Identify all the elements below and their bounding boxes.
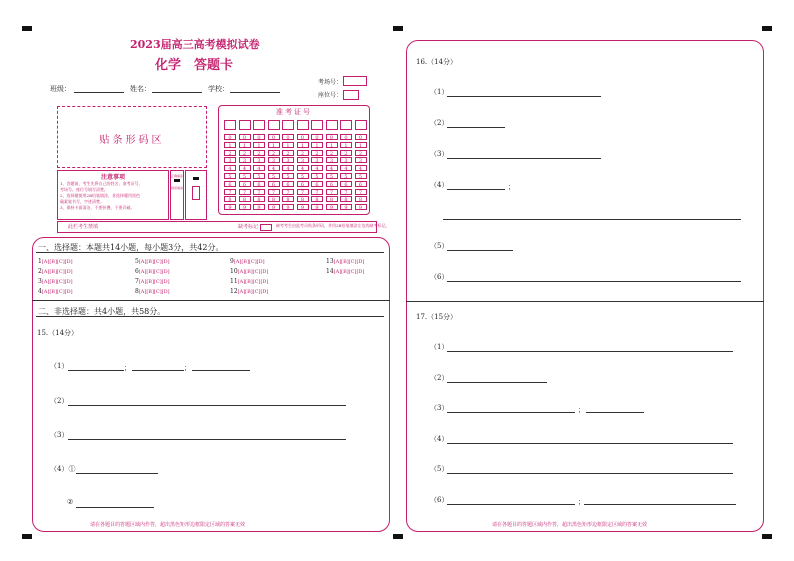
exam-number-bubble[interactable]: 4 bbox=[355, 165, 367, 171]
exam-number-bubble[interactable]: 4 bbox=[224, 165, 236, 171]
exam-number-bubble[interactable]: 0 bbox=[297, 134, 309, 140]
mc-question-number: 8 bbox=[135, 288, 139, 295]
exam-number-bubble[interactable]: 3 bbox=[340, 157, 352, 163]
q16-part2-label: （2） bbox=[430, 119, 449, 127]
q15-part4-answer-2[interactable] bbox=[76, 507, 154, 508]
notice-line: 考场号、座位号填写清楚。 bbox=[60, 187, 108, 192]
q17-part1-answer[interactable] bbox=[447, 351, 733, 352]
exam-number-bubble[interactable]: 7 bbox=[239, 189, 251, 195]
mc-question-number: 6 bbox=[135, 268, 139, 275]
mc-options[interactable]: [A][B][C][D] bbox=[41, 259, 73, 265]
exam-number-bubble[interactable]: 7 bbox=[253, 189, 265, 195]
footer-note-left: 请在各题目的答题区域内作答，超出黑色矩形边框限定区域的答案无效 bbox=[90, 522, 246, 528]
exam-number-bubble[interactable]: 0 bbox=[253, 134, 265, 140]
q16-label: 16.（14分） bbox=[416, 58, 458, 66]
sample-filled-icon bbox=[174, 179, 180, 182]
exam-number-bubble[interactable]: 0 bbox=[224, 134, 236, 140]
corner-mark bbox=[22, 534, 32, 539]
exam-number-bubble[interactable]: 6 bbox=[311, 181, 323, 187]
mc-question-number: 9 bbox=[230, 258, 234, 265]
mc-question[interactable] bbox=[38, 288, 73, 295]
q15-part3-label: （3） bbox=[50, 431, 69, 439]
q16-part2-answer[interactable] bbox=[447, 127, 505, 128]
exam-number-bubble[interactable]: 2 bbox=[239, 150, 251, 156]
notice-box bbox=[57, 170, 169, 220]
q17-part3-label: （3） bbox=[430, 404, 449, 412]
exam-number-bubble[interactable]: 8 bbox=[268, 196, 280, 202]
absent-label: 此栏考生禁填 bbox=[68, 224, 99, 230]
exam-number-bubble[interactable]: 5 bbox=[340, 173, 352, 179]
exam-number-bubble[interactable]: 5 bbox=[355, 173, 367, 179]
exam-number-bubble[interactable]: 2 bbox=[224, 150, 236, 156]
exam-number-bubble[interactable]: 6 bbox=[282, 181, 294, 187]
empty-bubble-icon bbox=[192, 186, 200, 200]
q16-part4-answer-b[interactable] bbox=[443, 219, 741, 220]
q16-part4-label: （4） bbox=[430, 181, 449, 189]
q15-label: 15.（14分） bbox=[37, 329, 79, 337]
exam-number-bubble[interactable]: 5 bbox=[224, 173, 236, 179]
mc-question-number: 13 bbox=[326, 258, 334, 265]
barcode-area bbox=[57, 106, 207, 168]
exam-number-bubble[interactable]: 0 bbox=[239, 134, 251, 140]
exam-number-bubble[interactable]: 0 bbox=[282, 134, 294, 140]
exam-number-entry-box[interactable] bbox=[224, 120, 236, 130]
multiple-choice-area bbox=[38, 258, 388, 298]
mc-options[interactable]: [A][B][C][D] bbox=[233, 259, 265, 265]
seat-field[interactable] bbox=[343, 90, 359, 100]
exam-number-entry-box[interactable] bbox=[253, 120, 265, 130]
mc-options[interactable]: [A][B][C][D] bbox=[138, 259, 170, 265]
mc-options[interactable]: [A][B][C][D] bbox=[138, 279, 170, 285]
exam-number-bubble[interactable]: 3 bbox=[239, 157, 251, 163]
q16-part4-answer-a[interactable] bbox=[447, 189, 505, 190]
mc-question-number: 5 bbox=[135, 258, 139, 265]
mc-question-number: 12 bbox=[230, 288, 238, 295]
exam-number-bubble[interactable]: 8 bbox=[355, 196, 367, 202]
section1-title: 一、选择题：本题共14小题，每小题3分，共42分。 bbox=[38, 243, 224, 252]
right-answer-frame bbox=[406, 40, 764, 532]
exam-number-entry-box[interactable] bbox=[355, 120, 367, 130]
mc-question-number: 1 bbox=[38, 258, 42, 265]
exam-number-entry-box[interactable] bbox=[340, 120, 352, 130]
footer-note-right: 请在各题目的答题区域内作答，超出黑色矩形边框限定区域的答案无效 bbox=[492, 522, 648, 528]
exam-number-bubble[interactable]: 7 bbox=[268, 189, 280, 195]
notice-line: 碳素笔书写，字迹清楚。 bbox=[60, 199, 104, 204]
exam-number-bubble[interactable]: 4 bbox=[282, 165, 294, 171]
exam-number-bubble[interactable]: 5 bbox=[311, 173, 323, 179]
q15-part2-answer[interactable] bbox=[68, 405, 346, 406]
exam-number-bubble[interactable]: 1 bbox=[326, 142, 338, 148]
mc-question[interactable] bbox=[135, 288, 170, 295]
exam-number-bubble[interactable]: 1 bbox=[297, 142, 309, 148]
barcode-label: 贴条形码区 bbox=[99, 135, 165, 146]
mc-question[interactable] bbox=[230, 278, 268, 285]
q17-part4-label: （4） bbox=[430, 435, 449, 443]
exam-number-bubble[interactable]: 5 bbox=[239, 173, 251, 179]
exam-number-bubble[interactable]: 1 bbox=[268, 142, 280, 148]
q15-part4b-label: ② bbox=[67, 498, 74, 506]
absent-row bbox=[57, 221, 390, 233]
corner-mark bbox=[393, 26, 403, 31]
corner-mark bbox=[22, 26, 32, 31]
exam-number-bubble[interactable]: 6 bbox=[326, 181, 338, 187]
absent-mark-bubble[interactable] bbox=[260, 224, 272, 231]
q17-part1-label: （1） bbox=[430, 343, 449, 351]
mc-question[interactable] bbox=[135, 258, 170, 265]
q16-part6-label: （6） bbox=[430, 273, 449, 281]
exam-number-bubble[interactable]: 6 bbox=[297, 181, 309, 187]
notice-title: 注意事项 bbox=[100, 174, 125, 181]
exam-number-bubble[interactable]: 8 bbox=[311, 196, 323, 202]
exam-number-bubble[interactable]: 5 bbox=[253, 173, 265, 179]
right-section-divider bbox=[406, 301, 764, 302]
exam-number-bubble[interactable]: 7 bbox=[355, 189, 367, 195]
sample-label-wrong: 错误填涂 bbox=[171, 186, 184, 190]
room-label: 考场号： bbox=[318, 79, 343, 86]
section2-title: 二、非选择题：共4小题，共58分。 bbox=[38, 307, 166, 316]
exam-number-bubble[interactable]: 2 bbox=[355, 150, 367, 156]
mc-options[interactable]: [A][B][C][D] bbox=[333, 269, 365, 275]
q17-sep: ； bbox=[578, 406, 585, 414]
q16-part3-label: （3） bbox=[430, 150, 449, 158]
filled-bubble-icon bbox=[193, 177, 199, 180]
exam-number-bubble[interactable]: 0 bbox=[326, 134, 338, 140]
q16-sep: ； bbox=[508, 183, 515, 191]
exam-number-bubble[interactable]: 1 bbox=[311, 142, 323, 148]
school-label: 学校： bbox=[208, 85, 229, 93]
mc-question[interactable] bbox=[38, 278, 73, 285]
exam-number-bubble[interactable]: 9 bbox=[297, 204, 309, 210]
exam-number-bubble[interactable]: 8 bbox=[282, 196, 294, 202]
exam-number-bubble[interactable]: 8 bbox=[326, 196, 338, 202]
exam-number-bubble[interactable]: 6 bbox=[340, 181, 352, 187]
sample-box-2 bbox=[185, 170, 207, 220]
exam-number-bubble[interactable]: 0 bbox=[268, 134, 280, 140]
exam-number-bubble[interactable]: 4 bbox=[253, 165, 265, 171]
q15-part4-label: （4）① bbox=[50, 465, 76, 473]
q15-part1-answer-c[interactable] bbox=[192, 370, 250, 371]
exam-number-bubble[interactable]: 2 bbox=[253, 150, 265, 156]
section2-divider bbox=[36, 316, 384, 317]
exam-number-bubble[interactable]: 6 bbox=[253, 181, 265, 187]
q16-part5-answer[interactable] bbox=[447, 250, 513, 251]
q15-part1-label: （1） bbox=[50, 362, 69, 370]
q15-sep: ； bbox=[124, 364, 131, 372]
mc-question-number: 11 bbox=[230, 278, 238, 285]
exam-number-bubble[interactable]: 7 bbox=[326, 189, 338, 195]
exam-number-label: 准考证号 bbox=[276, 108, 312, 116]
exam-number-bubble[interactable]: 3 bbox=[224, 157, 236, 163]
corner-mark bbox=[393, 534, 403, 539]
q15-part3-answer[interactable] bbox=[68, 439, 346, 440]
exam-number-bubble[interactable]: 6 bbox=[268, 181, 280, 187]
name-label: 姓名： bbox=[130, 85, 151, 93]
exam-number-bubble[interactable]: 1 bbox=[224, 142, 236, 148]
class-label: 班级： bbox=[50, 85, 71, 93]
exam-number-bubble[interactable]: 5 bbox=[297, 173, 309, 179]
notice-line: 3、保持卡面清洁，不要折叠，不要弄破。 bbox=[60, 205, 135, 210]
exam-number-bubble[interactable]: 4 bbox=[311, 165, 323, 171]
exam-number-entry-box[interactable] bbox=[311, 120, 323, 130]
exam-number-bubble[interactable]: 4 bbox=[268, 165, 280, 171]
mc-question-number: 7 bbox=[135, 278, 139, 285]
corner-mark bbox=[762, 534, 772, 539]
q16-part1-answer[interactable] bbox=[447, 96, 601, 97]
notice-line: 2、选择题使用2B铅笔填涂，非选择题用黑色 bbox=[60, 193, 141, 198]
absent-note: 缺考考生由监考员贴条形码，并用2B铅笔填涂左边的缺考标记。 bbox=[276, 223, 390, 228]
exam-number-bubble[interactable]: 3 bbox=[326, 157, 338, 163]
exam-number-bubble[interactable]: 3 bbox=[282, 157, 294, 163]
mc-options[interactable]: [A][B][C][D] bbox=[237, 289, 269, 295]
exam-number-bubble[interactable]: 2 bbox=[311, 150, 323, 156]
q17-part3-answer-a[interactable] bbox=[447, 412, 575, 413]
exam-number-bubble[interactable]: 3 bbox=[297, 157, 309, 163]
mc-options[interactable]: [A][B][C][D] bbox=[237, 269, 269, 275]
q15-part1-answer-b[interactable] bbox=[132, 370, 184, 371]
exam-number-bubble[interactable]: 5 bbox=[326, 173, 338, 179]
exam-number-bubble[interactable]: 6 bbox=[355, 181, 367, 187]
exam-number-bubble[interactable]: 0 bbox=[311, 134, 323, 140]
exam-number-bubble[interactable]: 7 bbox=[311, 189, 323, 195]
class-field[interactable] bbox=[74, 92, 124, 93]
exam-number-bubble[interactable]: 9 bbox=[253, 204, 265, 210]
mc-question[interactable] bbox=[38, 268, 73, 275]
mc-options[interactable]: [A][B][C][D] bbox=[333, 259, 365, 265]
sample-box bbox=[170, 170, 184, 220]
q17-part4-answer[interactable] bbox=[447, 443, 733, 444]
exam-number-bubble[interactable]: 9 bbox=[326, 204, 338, 210]
exam-title: 2023届高三高考模拟试卷 bbox=[130, 38, 260, 51]
school-field[interactable] bbox=[230, 92, 280, 93]
notice-line: 1、答题前，考生先将自己的姓名、准考证号、 bbox=[60, 181, 143, 186]
q16-part3-answer[interactable] bbox=[447, 158, 601, 159]
exam-number-bubble[interactable]: 4 bbox=[239, 165, 251, 171]
seat-label: 座位号： bbox=[318, 92, 343, 99]
q15-sep: ； bbox=[184, 364, 191, 372]
exam-number-bubble[interactable]: 7 bbox=[297, 189, 309, 195]
exam-number-entry-box[interactable] bbox=[297, 120, 309, 130]
mc-options[interactable]: [A][B][C][D] bbox=[138, 269, 170, 275]
exam-number-bubble[interactable]: 9 bbox=[268, 204, 280, 210]
mc-question[interactable] bbox=[135, 278, 170, 285]
exam-number-bubble[interactable]: 8 bbox=[239, 196, 251, 202]
mc-question-number: 10 bbox=[230, 268, 238, 275]
exam-number-bubble[interactable]: 1 bbox=[282, 142, 294, 148]
sample-label-correct: 正确填涂 bbox=[171, 174, 184, 178]
exam-number-bubble[interactable]: 0 bbox=[355, 134, 367, 140]
exam-number-bubble[interactable]: 3 bbox=[311, 157, 323, 163]
exam-number-entry-box[interactable] bbox=[239, 120, 251, 130]
mc-question[interactable] bbox=[38, 258, 73, 265]
mc-question-number: 2 bbox=[38, 268, 42, 275]
exam-number-bubble[interactable]: 5 bbox=[282, 173, 294, 179]
exam-number-bubble[interactable]: 4 bbox=[326, 165, 338, 171]
mc-options[interactable]: [A][B][C][D] bbox=[41, 269, 73, 275]
exam-number-entry-box[interactable] bbox=[268, 120, 280, 130]
exam-number-bubble[interactable]: 5 bbox=[268, 173, 280, 179]
section1-divider bbox=[36, 252, 384, 253]
exam-number-bubble[interactable]: 0 bbox=[340, 134, 352, 140]
q17-part5-answer[interactable] bbox=[447, 473, 733, 474]
corner-mark bbox=[762, 26, 772, 31]
q17-part6-answer-a[interactable] bbox=[447, 504, 575, 505]
exam-number-bubble[interactable]: 2 bbox=[282, 150, 294, 156]
q16-part5-label: （5） bbox=[430, 242, 449, 250]
mc-options[interactable]: [A][B][C][D] bbox=[41, 279, 73, 285]
exam-number-bubble[interactable]: 8 bbox=[297, 196, 309, 202]
q15-part2-label: （2） bbox=[50, 397, 69, 405]
exam-number-bubble[interactable]: 1 bbox=[239, 142, 251, 148]
q17-part6-label: （6） bbox=[430, 496, 449, 504]
q17-part3-answer-b[interactable] bbox=[586, 412, 644, 413]
mc-question[interactable] bbox=[135, 268, 170, 275]
exam-number-bubble[interactable]: 8 bbox=[224, 196, 236, 202]
section-divider bbox=[32, 300, 390, 301]
exam-number-bubble[interactable]: 9 bbox=[239, 204, 251, 210]
exam-number-bubble[interactable]: 3 bbox=[268, 157, 280, 163]
exam-number-bubble[interactable]: 3 bbox=[253, 157, 265, 163]
exam-number-bubble[interactable]: 9 bbox=[355, 204, 367, 210]
exam-number-bubble[interactable]: 6 bbox=[239, 181, 251, 187]
exam-number-bubble[interactable]: 2 bbox=[297, 150, 309, 156]
name-field[interactable] bbox=[152, 92, 202, 93]
q17-part5-label: （5） bbox=[430, 465, 449, 473]
mc-question[interactable] bbox=[230, 268, 268, 275]
q16-part6-answer[interactable] bbox=[447, 281, 741, 282]
exam-number-bubble[interactable]: 1 bbox=[355, 142, 367, 148]
q16-part1-label: （1） bbox=[430, 88, 449, 96]
mc-question-number: 4 bbox=[38, 288, 42, 295]
exam-number-bubble[interactable]: 2 bbox=[340, 150, 352, 156]
mc-options[interactable]: [A][B][C][D] bbox=[138, 289, 170, 295]
exam-number-entry-box[interactable] bbox=[326, 120, 338, 130]
mc-question[interactable] bbox=[230, 258, 265, 265]
q15-part1-answer-a[interactable] bbox=[68, 370, 124, 371]
room-field[interactable] bbox=[343, 76, 367, 86]
q17-part6-answer-b[interactable] bbox=[584, 504, 736, 505]
exam-number-bubble[interactable]: 7 bbox=[224, 189, 236, 195]
exam-number-bubble[interactable]: 2 bbox=[268, 150, 280, 156]
exam-number-bubble[interactable]: 9 bbox=[224, 204, 236, 210]
mc-options[interactable]: [A][B][C][D] bbox=[41, 289, 73, 295]
exam-number-bubble[interactable]: 4 bbox=[297, 165, 309, 171]
exam-number-bubble[interactable]: 7 bbox=[340, 189, 352, 195]
q15-part4-answer-1[interactable] bbox=[76, 473, 158, 474]
exam-number-bubble[interactable]: 4 bbox=[340, 165, 352, 171]
sheet-title: 化学 答题卡 bbox=[155, 58, 234, 73]
mc-question[interactable] bbox=[326, 268, 364, 275]
absent-mark-label: 缺考标记 bbox=[238, 224, 259, 230]
mc-question-number: 3 bbox=[38, 278, 42, 285]
exam-number-bubble[interactable]: 9 bbox=[311, 204, 323, 210]
q17-label: 17.（15分） bbox=[416, 313, 458, 321]
mc-question-number: 14 bbox=[326, 268, 334, 275]
exam-number-bubble[interactable]: 2 bbox=[326, 150, 338, 156]
exam-number-bubble[interactable]: 8 bbox=[253, 196, 265, 202]
exam-number-bubble[interactable]: 9 bbox=[282, 204, 294, 210]
q17-part2-label: （2） bbox=[430, 374, 449, 382]
q17-sep: ； bbox=[578, 498, 585, 506]
exam-number-box bbox=[218, 105, 370, 215]
mc-options[interactable]: [A][B][C][D] bbox=[237, 279, 269, 285]
exam-number-bubble[interactable]: 3 bbox=[355, 157, 367, 163]
exam-number-bubble[interactable]: 6 bbox=[224, 181, 236, 187]
exam-number-entry-box[interactable] bbox=[282, 120, 294, 130]
exam-number-bubble[interactable]: 7 bbox=[282, 189, 294, 195]
exam-number-bubble[interactable]: 1 bbox=[340, 142, 352, 148]
mc-question[interactable] bbox=[230, 288, 268, 295]
mc-question[interactable] bbox=[326, 258, 364, 265]
exam-number-bubble[interactable]: 8 bbox=[340, 196, 352, 202]
q17-part2-answer[interactable] bbox=[447, 382, 547, 383]
exam-number-bubble[interactable]: 1 bbox=[253, 142, 265, 148]
exam-number-bubble[interactable]: 9 bbox=[340, 204, 352, 210]
